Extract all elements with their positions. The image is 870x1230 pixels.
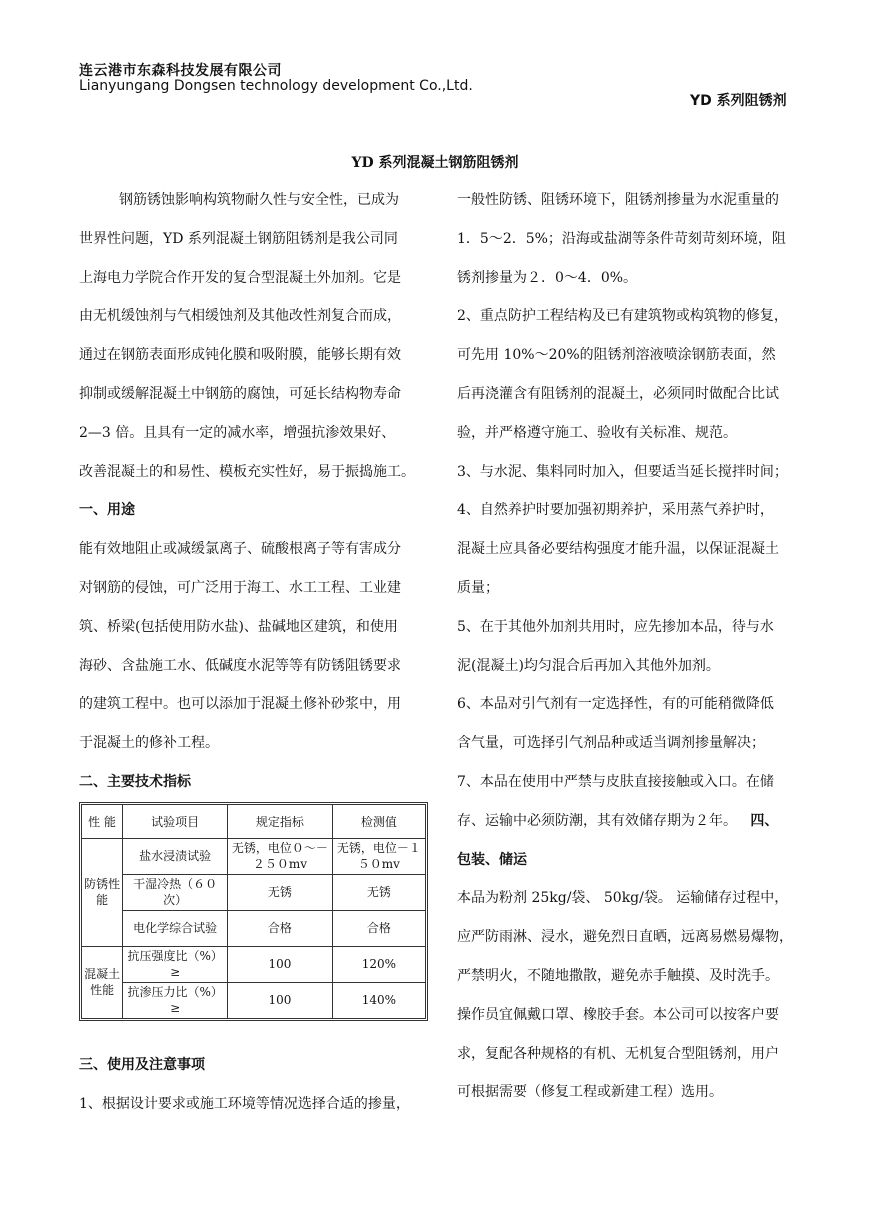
table-cell: 干湿冷热（６０次） [123, 874, 228, 910]
section-heading-specs: 二、主要技术指标 [79, 773, 191, 790]
usage-line: 混凝土应具备必要结构强度才能升温，以保证混凝土 [457, 541, 779, 558]
use-line: 于混凝土的修补工程。 [79, 735, 219, 752]
packaging-line: 操作员宜佩戴口罩、橡胶手套。本公司可以按客户要 [457, 1006, 779, 1023]
use-line: 的建筑工程中。也可以添加于混凝土修补砂浆中，用 [79, 696, 401, 713]
table-cell: 无锈 [332, 874, 425, 910]
table-cell: 合格 [332, 910, 425, 946]
spec-table-frame [79, 802, 428, 1021]
intro-line: 通过在钢筋表面形成钝化膜和吸附膜，能够长期有效 [79, 347, 401, 364]
intro-line: 钢筋锈蚀影响构筑物耐久性与安全性，已成为 [119, 192, 399, 208]
table-header: 试验项目 [123, 804, 228, 838]
packaging-line: 应严防雨淋、浸水，避免烈日直晒，远离易燃易爆物， [457, 929, 793, 946]
table-cell: 140% [332, 982, 425, 1018]
section-heading-usage: 三、使用及注意事项 [79, 1056, 205, 1073]
usage-line-with-heading [457, 802, 807, 841]
usage-line: 2、重点防护工程结构及已有建筑物或构筑物的修复， [457, 308, 788, 325]
use-line: 对钢筋的侵蚀，可广泛用于海工、水工工程、工业建 [79, 579, 401, 596]
spec-table [81, 804, 426, 1019]
usage-line: 可先用 10%～20%的阻锈剂溶液喷涂钢筋表面，然 [457, 347, 776, 364]
intro-line: 上海电力学院合作开发的复合型混凝土外加剂。它是 [79, 269, 401, 286]
usage-line: 5、在于其他外加剂共用时，应先掺加本品，待与水 [457, 618, 774, 635]
product-label: YD 系列阻锈剂 [690, 93, 787, 109]
table-header: 性 能 [82, 804, 123, 838]
usage-line: 6、本品对引气剂有一定选择性，有的可能稍微降低 [457, 696, 774, 713]
table-group-label: 混凝土性能 [82, 946, 123, 1018]
table-cell: 无锈 [228, 874, 333, 910]
intro-line: 2—3 倍。且具有一定的减水率，增强抗渗效果好、 [79, 424, 396, 441]
usage-line: 4、自然养护时要加强初期养护，采用蒸气养护时， [457, 502, 774, 519]
document-title: YD 系列混凝土钢筋阻锈剂 [351, 155, 519, 171]
intro-line: 抑制或缓解混凝土中钢筋的腐蚀，可延长结构物寿命 [79, 385, 401, 402]
intro-line: 改善混凝土的和易性、模板充实性好，易于振捣施工。 [79, 463, 415, 480]
usage-line: 1、根据设计要求或施工环境等情况选择合适的掺量， [79, 1095, 410, 1112]
use-line: 海砂、含盐施工水、低碱度水泥等等有防锈阻锈要求 [79, 657, 401, 674]
table-group-label: 防锈性能 [82, 838, 123, 946]
table-header: 规定指标 [228, 804, 333, 838]
usage-line: 3、与水泥、集料同时加入，但要适当延长搅拌时间； [457, 463, 788, 480]
usage-line: 泥(混凝土)均匀混合后再加入其他外加剂。 [457, 657, 720, 674]
section-heading-use: 一、用途 [79, 502, 135, 519]
usage-line: 质量； [457, 579, 499, 596]
usage-line: 验，并严格遵守施工、验收有关标准、规范。 [457, 424, 737, 441]
use-line: 筑、桥梁(包括使用防水盐)、盐碱地区建筑，和使用 [79, 618, 398, 635]
table-header: 检测值 [332, 804, 425, 838]
packaging-line: 严禁明火，不随地撒散，避免赤手触摸、及时洗手。 [457, 967, 779, 984]
table-cell: 无锈，电位０～－２５０mv [228, 838, 333, 874]
packaging-line: 本品为粉剂 25kg/袋、 50kg/袋。 运输储存过程中， [457, 890, 789, 907]
table-cell: 抗渗压力比（%）≥ [123, 982, 228, 1018]
packaging-line: 可根据需要（修复工程或新建工程）选用。 [457, 1084, 723, 1101]
company-name-cn: 连云港市东森科技发展有限公司 [79, 63, 282, 79]
table-cell: 合格 [228, 910, 333, 946]
table-cell: 盐水浸渍试验 [123, 838, 228, 874]
usage-line: 锈剂掺量为２．0～4．0%。 [457, 269, 638, 286]
usage-line: 存、运输中必须防潮，其有效储存期为２年。 [457, 812, 737, 829]
usage-line: 含气量，可选择引气剂品种或适当调剂掺量解决； [457, 735, 765, 752]
section-heading-packaging-start: 四、 [750, 812, 779, 829]
table-cell: 电化学综合试验 [123, 910, 228, 946]
right-column [457, 181, 807, 1112]
table-cell: 100 [228, 946, 333, 982]
table-cell: 120% [332, 946, 425, 982]
intro-line: 由无机缓蚀剂与气相缓蚀剂及其他改性剂复合而成， [79, 308, 401, 325]
usage-line: 后再浇灌含有阻锈剂的混凝土，必须同时做配合比试 [457, 385, 779, 402]
table-cell: 抗压强度比（%）≥ [123, 946, 228, 982]
packaging-line: 求，复配各种规格的有机、无机复合型阻锈剂，用户 [457, 1045, 779, 1062]
use-line: 能有效地阻止或减缓氯离子、硫酸根离子等有害成分 [79, 541, 401, 558]
table-cell: 100 [228, 982, 333, 1018]
usage-line: 7、本品在使用中严禁与皮肤直接接触或入口。在储 [457, 773, 774, 790]
section-heading-packaging: 包装、储运 [457, 851, 527, 868]
intro-line: 世界性问题，YD 系列混凝土钢筋阻锈剂是我公司同 [79, 230, 398, 247]
usage-line: 一般性防锈、阻锈环境下，阻锈剂掺量为水泥重量的 [457, 192, 779, 208]
usage-line: 1．5～2．5%；沿海或盐湖等条件苛刻苛刻环境，阻 [457, 230, 786, 247]
left-column [79, 181, 429, 1123]
table-cell: 无锈，电位－１５０mv [332, 838, 425, 874]
company-name-en: Lianyungang Dongsen technology development Co.,Ltd. [79, 78, 473, 94]
